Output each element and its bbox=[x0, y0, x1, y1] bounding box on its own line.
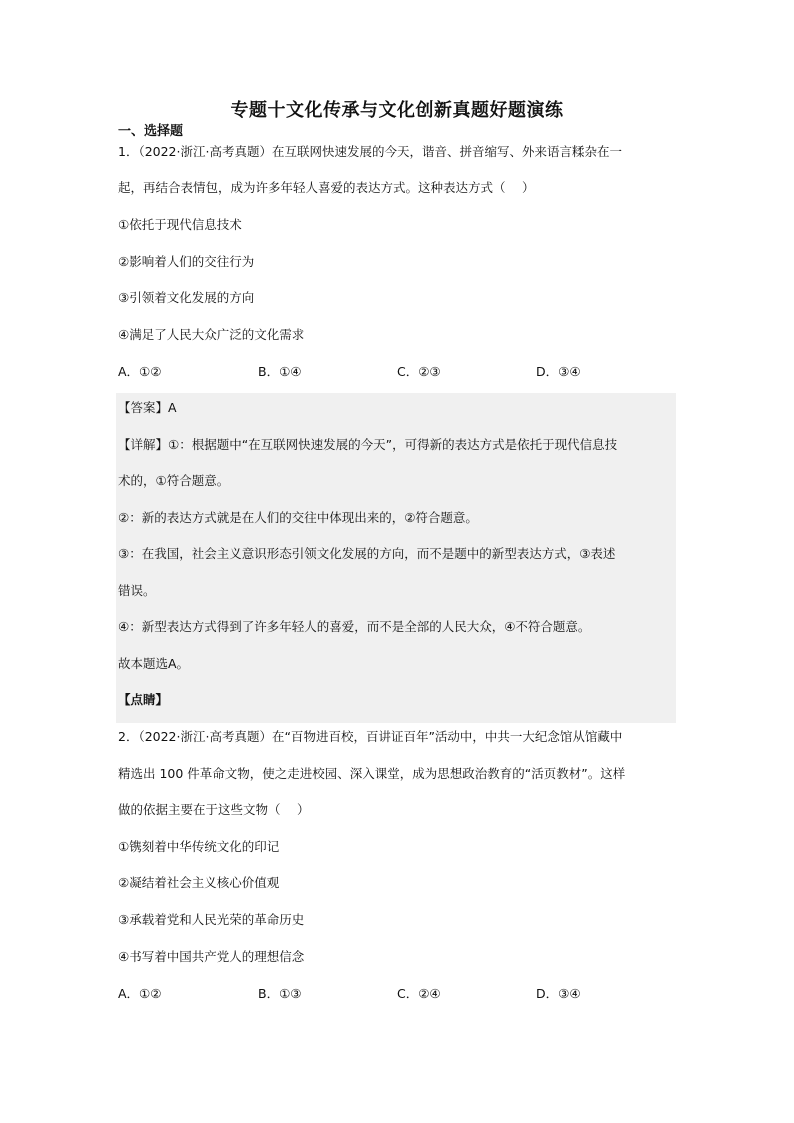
q1-stem-line-2: 起，再结合表情包，成为许多年轻人喜爱的表达方式。这种表达方式（ ） bbox=[118, 180, 535, 195]
q1-stem-line-1: 1．（2022·浙江·高考真题）在互联网快速发展的今天，谐音、拼音缩写、外来语言糅杂在一 bbox=[118, 144, 622, 159]
q1-analysis-line-2: 术的，①符合题意。 bbox=[118, 473, 230, 488]
q1-analysis-line-7: 故本题选A。 bbox=[118, 656, 190, 671]
q2-option-c: C．②④ bbox=[397, 986, 441, 1001]
q2-option-b: B．①③ bbox=[258, 986, 302, 1001]
q2-stem-line-1: 2．（2022·浙江·高考真题）在“百物进百校，百讲证百年”活动中，中共一大纪念馆从馆藏中 bbox=[118, 729, 623, 744]
q1-option-d: D．③④ bbox=[536, 364, 581, 379]
q2-stem-line-2: 精选出 100 件革命文物，使之走进校园、深入课堂，成为思想政治教育的“活页教材”。这样 bbox=[118, 766, 626, 781]
q1-option-c: C．②③ bbox=[397, 364, 441, 379]
q1-answer: 【答案】A bbox=[118, 400, 177, 415]
q1-option-b: B．①④ bbox=[258, 364, 302, 379]
q2-stem-line-3: 做的依据主要在于这些文物（ ） bbox=[118, 802, 310, 817]
q1-analysis-line-1: 【详解】①：根据题中“在互联网快速发展的今天”，可得新的表达方式是依托于现代信息技 bbox=[118, 437, 618, 452]
q2-option-a: A．①② bbox=[118, 986, 162, 1001]
q1-option-a: A．①② bbox=[118, 364, 162, 379]
q2-item-3: ③承载着党和人民光荣的革命历史 bbox=[118, 912, 305, 927]
section-heading: 一、选择题 bbox=[118, 124, 184, 139]
q1-analysis-line-3: ②：新的表达方式就是在人们的交往中体现出来的，②符合题意。 bbox=[118, 510, 478, 525]
q2-option-d: D．③④ bbox=[536, 986, 581, 1001]
q1-comment: 【点睛】 bbox=[118, 692, 169, 707]
q1-item-3: ③引领着文化发展的方向 bbox=[118, 290, 255, 305]
q1-item-2: ②影响着人们的交往行为 bbox=[118, 254, 255, 269]
q1-item-4: ④满足了人民大众广泛的文化需求 bbox=[118, 327, 305, 342]
q1-analysis-line-5: 错误。 bbox=[118, 583, 156, 598]
q1-analysis-line-6: ④：新型表达方式得到了许多年轻人的喜爱，而不是全部的人民大众，④不符合题意。 bbox=[118, 619, 591, 634]
q1-item-1: ①依托于现代信息技术 bbox=[118, 217, 242, 232]
q2-item-4: ④书写着中国共产党人的理想信念 bbox=[118, 949, 305, 964]
q1-analysis-line-4: ③：在我国，社会主义意识形态引领文化发展的方向，而不是题中的新型表达方式，③表述 bbox=[118, 546, 616, 561]
document-title: 专题十文化传承与文化创新真题好题演练 bbox=[230, 100, 564, 121]
q2-item-1: ①镌刻着中华传统文化的印记 bbox=[118, 839, 280, 854]
q2-item-2: ②凝结着社会主义核心价值观 bbox=[118, 875, 280, 890]
